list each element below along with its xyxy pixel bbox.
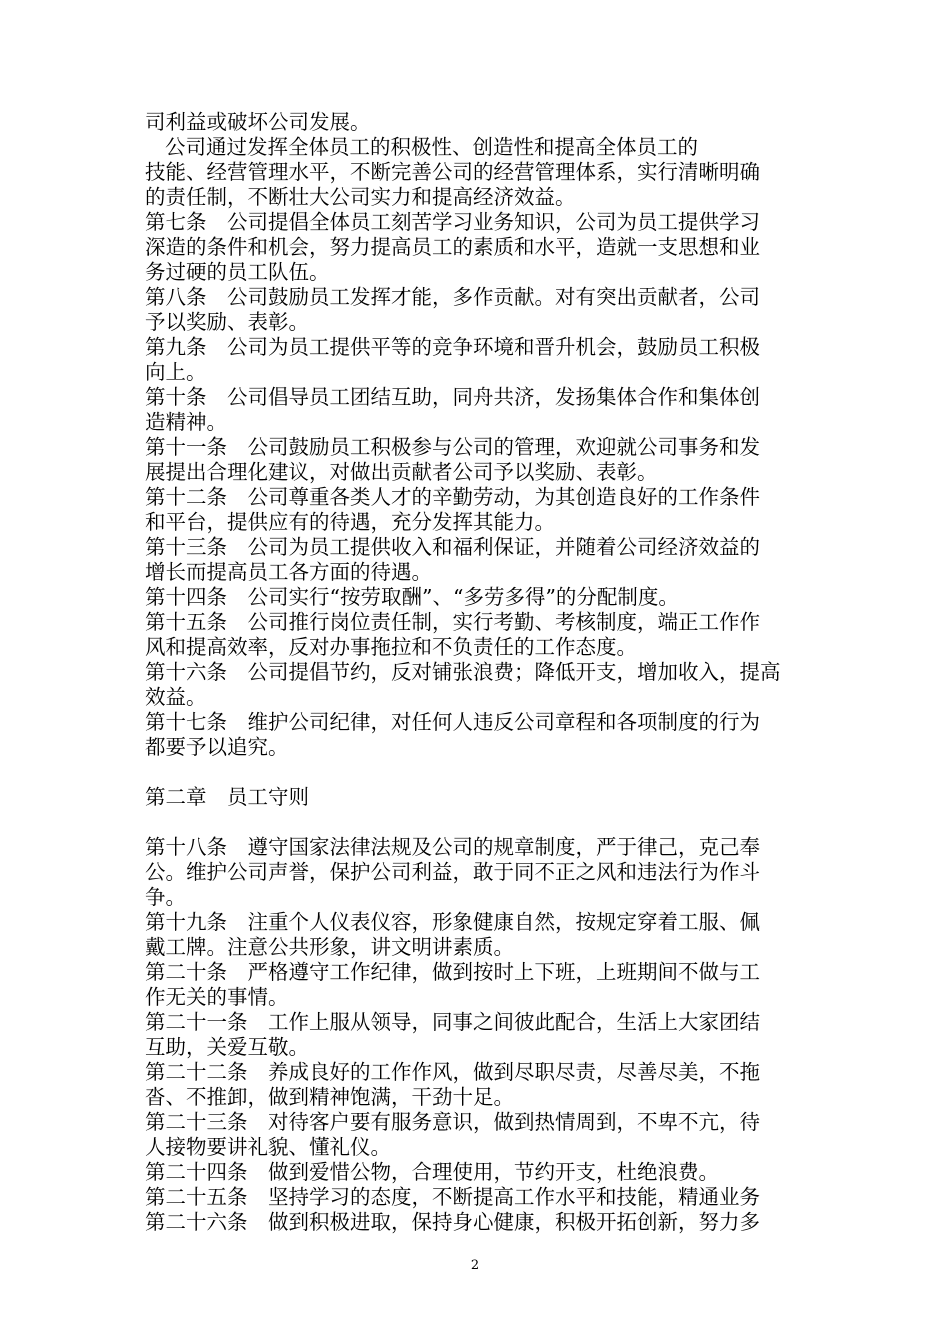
article-12-line: 第十二条 公司尊重各类人才的辛勤劳动，为其创造良好的工作条件 bbox=[145, 485, 760, 509]
article-8-line: 第八条 公司鼓励员工发挥才能，多作贡献。对有突出贡献者，公司 bbox=[145, 285, 760, 309]
article-10-line: 第十条 公司倡导员工团结互助，同舟共济，发扬集体合作和集体创 bbox=[145, 385, 760, 409]
blank-line bbox=[145, 810, 810, 835]
text-line: 造精神。 bbox=[145, 410, 227, 434]
text-line: 公司通过发挥全体员工的积极性、创造性和提高全体员工的 bbox=[165, 135, 698, 159]
article-23-line: 第二十三条 对待客户要有服务意识，做到热情周到，不卑不亢，待 bbox=[145, 1110, 760, 1134]
text-line: 争。 bbox=[145, 885, 186, 909]
article-11-line: 第十一条 公司鼓励员工积极参与公司的管理，欢迎就公司事务和发 bbox=[145, 435, 760, 459]
text-line: 互助，关爱互敬。 bbox=[145, 1035, 309, 1059]
article-20-line: 第二十条 严格遵守工作纪律，做到按时上下班，上班期间不做与工 bbox=[145, 960, 760, 984]
text-line: 作无关的事情。 bbox=[145, 985, 289, 1009]
text-line: 沓、不推卸，做到精神饱满，干劲十足。 bbox=[145, 1085, 514, 1109]
text-line: 深造的条件和机会，努力提高员工的素质和水平，造就一支思想和业 bbox=[145, 235, 760, 259]
text-line: 戴工牌。注意公共形象，讲文明讲素质。 bbox=[145, 935, 514, 959]
article-15-line: 第十五条 公司推行岗位责任制，实行考勤、考核制度，端正工作作 bbox=[145, 610, 760, 634]
chapter-title: 第二章 员工守则 bbox=[145, 785, 309, 809]
article-13-line: 第十三条 公司为员工提供收入和福利保证，并随着公司经济效益的 bbox=[145, 535, 760, 559]
article-7-line: 第七条 公司提倡全体员工刻苦学习业务知识，公司为员工提供学习 bbox=[145, 210, 760, 234]
text-line: 风和提高效率，反对办事拖拉和不负责任的工作态度。 bbox=[145, 635, 637, 659]
text-line: 向上。 bbox=[145, 360, 207, 384]
article-14-line: 第十四条 公司实行“按劳取酬”、“多劳多得”的分配制度。 bbox=[145, 585, 679, 609]
text-line: 予以奖励、表彰。 bbox=[145, 310, 309, 334]
text-line: 增长而提高员工各方面的待遇。 bbox=[145, 560, 432, 584]
document-body bbox=[145, 110, 810, 1235]
article-24-line: 第二十四条 做到爱惜公物，合理使用，节约开支，杜绝浪费。 bbox=[145, 1160, 719, 1184]
article-9-line: 第九条 公司为员工提供平等的竞争环境和晋升机会，鼓励员工积极 bbox=[145, 335, 760, 359]
article-18-line: 第十八条 遵守国家法律法规及公司的规章制度，严于律己，克己奉 bbox=[145, 835, 760, 859]
article-25-line: 第二十五条 坚持学习的态度，不断提高工作水平和技能，精通业务 bbox=[145, 1185, 760, 1209]
text-line: 和平台，提供应有的待遇，充分发挥其能力。 bbox=[145, 510, 555, 534]
text-line: 务过硬的员工队伍。 bbox=[145, 260, 330, 284]
article-19-line: 第十九条 注重个人仪表仪容，形象健康自然，按规定穿着工服、佩 bbox=[145, 910, 760, 934]
text-line: 都要予以追究。 bbox=[145, 735, 289, 759]
text-line: 效益。 bbox=[145, 685, 207, 709]
text-line: 司利益或破坏公司发展。 bbox=[145, 110, 371, 134]
article-21-line: 第二十一条 工作上服从领导，同事之间彼此配合，生活上大家团结 bbox=[145, 1010, 760, 1034]
article-22-line: 第二十二条 养成良好的工作作风，做到尽职尽责，尽善尽美，不拖 bbox=[145, 1060, 760, 1084]
page-number: 2 bbox=[470, 1258, 480, 1273]
text-line: 展提出合理化建议，对做出贡献者公司予以奖励、表彰。 bbox=[145, 460, 658, 484]
text-line: 的责任制，不断壮大公司实力和提高经济效益。 bbox=[145, 185, 576, 209]
article-26-line: 第二十六条 做到积极进取，保持身心健康，积极开拓创新，努力多 bbox=[145, 1210, 760, 1234]
blank-line bbox=[145, 760, 810, 785]
article-17-line: 第十七条 维护公司纪律，对任何人违反公司章程和各项制度的行为 bbox=[145, 710, 760, 734]
text-line: 公。维护公司声誉，保护公司利益，敢于同不正之风和违法行为作斗 bbox=[145, 860, 760, 884]
text-line: 技能、经营管理水平，不断完善公司的经营管理体系，实行清晰明确 bbox=[145, 160, 760, 184]
article-16-line: 第十六条 公司提倡节约，反对铺张浪费；降低开支，增加收入，提高 bbox=[145, 660, 781, 684]
text-line: 人接物要讲礼貌、懂礼仪。 bbox=[145, 1135, 391, 1159]
